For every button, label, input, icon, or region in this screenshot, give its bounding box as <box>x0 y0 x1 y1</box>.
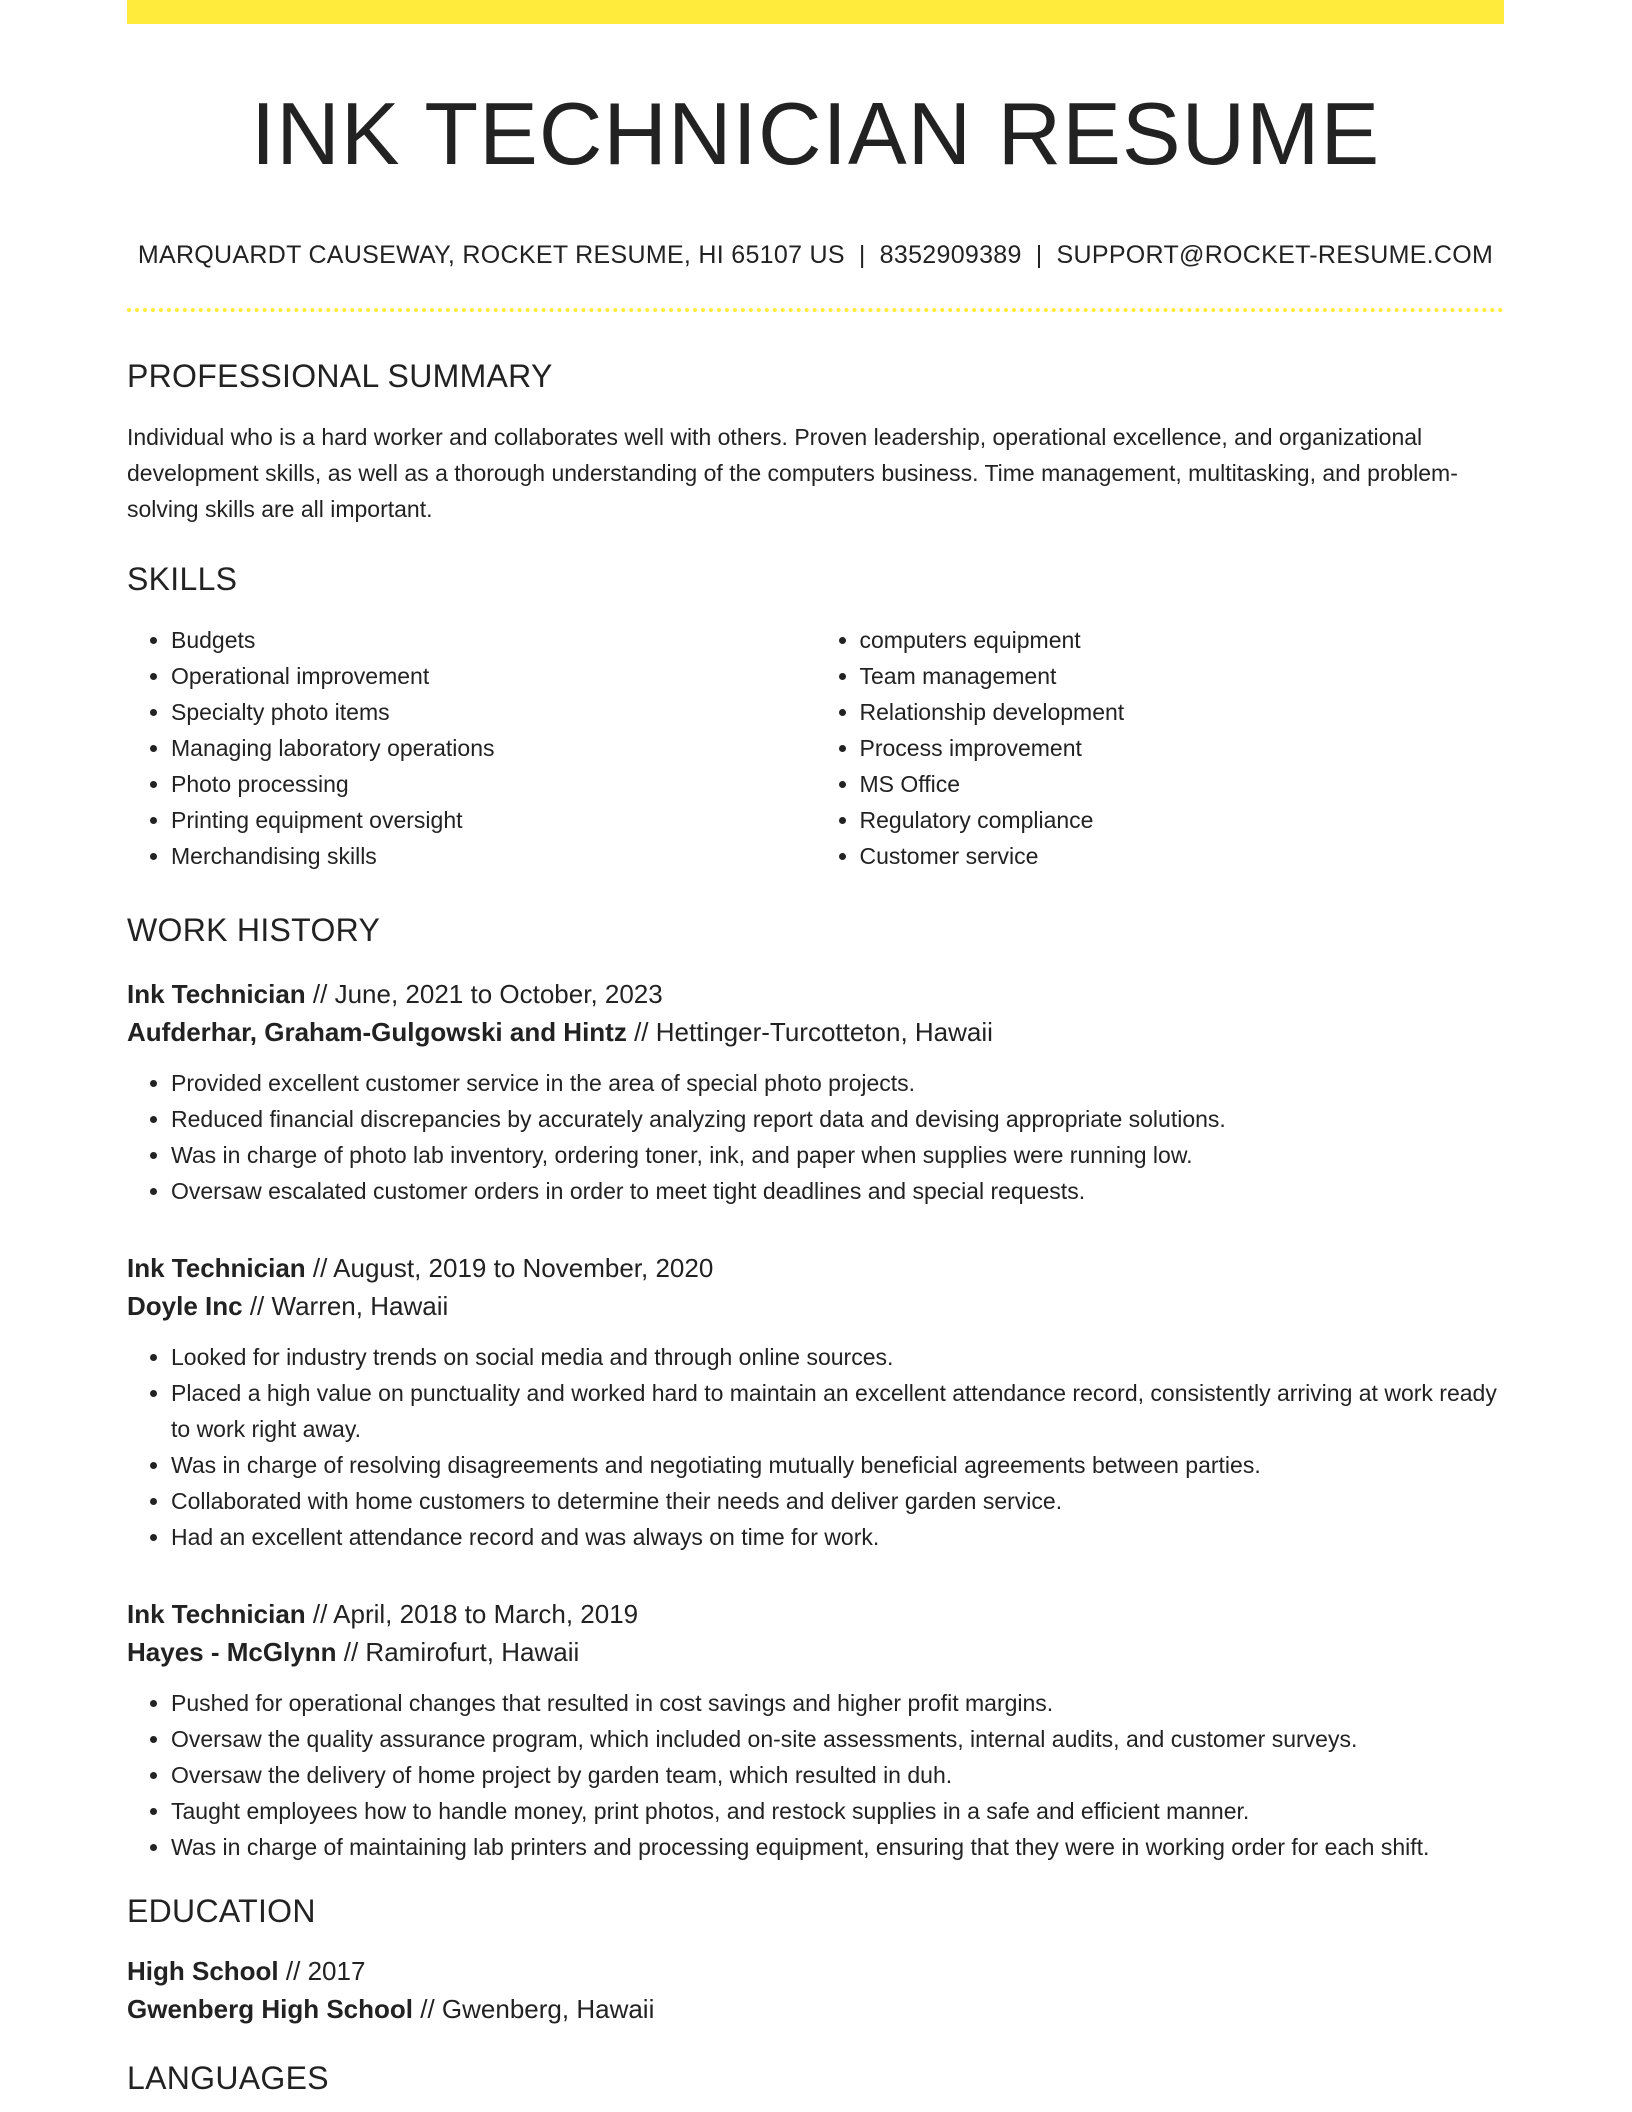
languages-heading: LANGUAGES <box>127 2059 329 2096</box>
job-bullets <box>127 1685 1504 1865</box>
contact-line <box>127 241 1504 270</box>
accent-bar <box>127 0 1504 24</box>
job-bullets <box>127 1339 1504 1555</box>
job-bullet: • Placed a high value on punctuality and worked hard to maintain an excellent attendance record, consistently arriving at work ready to work right away. <box>171 1375 1504 1447</box>
skills-column-left <box>127 622 816 874</box>
skill-item: • Team management <box>860 658 1505 694</box>
job-bullet: • Was in charge of photo lab inventory, ordering toner, ink, and paper when supplies were running low. <box>171 1137 1504 1173</box>
job-bullet: • Had an excellent attendance record and was always on time for work. <box>171 1519 1504 1555</box>
job-company: Hayes - McGlynn <box>127 1636 337 1667</box>
job-bullets <box>127 1065 1504 1209</box>
education-heading: EDUCATION <box>127 1892 316 1929</box>
summary-text: Individual who is a hard worker and collaborates well with others. Proven leadership, operational excellence, and organizational development skills, as well as a thorough understanding of the computers business. Time management, multitasking, and problem-solving skills are all important. <box>127 423 1458 522</box>
job-company-line <box>127 1287 1504 1325</box>
job-location: // Warren, Hawaii <box>249 1290 449 1321</box>
skill-item: • Photo processing <box>171 766 816 802</box>
contact-separator: | <box>858 240 866 269</box>
job-location: // Ramirofurt, Hawaii <box>343 1636 580 1667</box>
job-title: Ink Technician <box>127 1598 306 1629</box>
education-location: // Gwenberg, Hawaii <box>420 1993 655 2024</box>
job-company-line <box>127 1013 1504 1051</box>
skill-item: • Budgets <box>171 622 816 658</box>
education-school-line <box>127 1990 1504 2028</box>
job-entry <box>127 1595 1504 1865</box>
contact-email: SUPPORT@ROCKET-RESUME.COM <box>1056 240 1494 269</box>
contact-address: MARQUARDT CAUSEWAY, ROCKET RESUME, HI 65107 US <box>137 240 845 269</box>
summary-heading: PROFESSIONAL SUMMARY <box>127 357 553 394</box>
skill-item: • computers equipment <box>860 622 1505 658</box>
job-dates: // April, 2018 to March, 2019 <box>312 1598 639 1629</box>
skill-item: • Specialty photo items <box>171 694 816 730</box>
job-dates: // August, 2019 to November, 2020 <box>312 1252 714 1283</box>
resume-title: INK TECHNICIAN RESUME <box>250 84 1381 183</box>
job-bullet: • Taught employees how to handle money, print photos, and restock supplies in a safe and efficient manner. <box>171 1793 1504 1829</box>
job-bullet: • Provided excellent customer service in the area of special photo projects. <box>171 1065 1504 1101</box>
skills-column-right <box>816 622 1505 874</box>
education-school: Gwenberg High School <box>127 1993 414 2024</box>
job-bullet: • Reduced financial discrepancies by accurately analyzing report data and devising appropriate solutions. <box>171 1101 1504 1137</box>
skill-item: • Printing equipment oversight <box>171 802 816 838</box>
work-history-heading: WORK HISTORY <box>127 911 381 948</box>
education-degree-line <box>127 1952 1504 1990</box>
skill-item: • Merchandising skills <box>171 838 816 874</box>
job-bullet: • Looked for industry trends on social media and through online sources. <box>171 1339 1504 1375</box>
job-title: Ink Technician <box>127 978 306 1009</box>
job-bullet: • Oversaw escalated customer orders in order to meet tight deadlines and special requests. <box>171 1173 1504 1209</box>
job-bullet: • Was in charge of maintaining lab printers and processing equipment, ensuring that they were in working order for each shift. <box>171 1829 1504 1865</box>
job-bullet: • Pushed for operational changes that resulted in cost savings and higher profit margins. <box>171 1685 1504 1721</box>
education-year: // 2017 <box>285 1955 366 1986</box>
skill-item: • Relationship development <box>860 694 1505 730</box>
job-title-line <box>127 1595 1504 1633</box>
skill-item: • Operational improvement <box>171 658 816 694</box>
job-bullet: • Oversaw the quality assurance program, which included on-site assessments, internal audits, and customer surveys. <box>171 1721 1504 1757</box>
education-degree: High School <box>127 1955 279 1986</box>
skills-list <box>127 622 1504 874</box>
resume-page <box>127 0 1504 2097</box>
job-company: Doyle Inc <box>127 1290 243 1321</box>
job-dates: // June, 2021 to October, 2023 <box>312 978 663 1009</box>
job-title-line <box>127 975 1504 1013</box>
skill-item: • Customer service <box>860 838 1505 874</box>
contact-separator: | <box>1035 240 1043 269</box>
job-company-line <box>127 1633 1504 1671</box>
skill-item: • Managing laboratory operations <box>171 730 816 766</box>
job-company: Aufderhar, Graham-Gulgowski and Hintz <box>127 1016 627 1047</box>
skill-item: • MS Office <box>860 766 1505 802</box>
education-entry <box>127 1952 1504 2028</box>
job-bullet: • Oversaw the delivery of home project by garden team, which resulted in duh. <box>171 1757 1504 1793</box>
job-entry <box>127 975 1504 1209</box>
job-location: // Hettinger-Turcotteton, Hawaii <box>634 1016 993 1047</box>
job-title-line <box>127 1249 1504 1287</box>
skills-heading: SKILLS <box>127 560 238 597</box>
dotted-divider <box>127 308 1504 312</box>
skill-item: • Regulatory compliance <box>860 802 1505 838</box>
skill-item: • Process improvement <box>860 730 1505 766</box>
job-title: Ink Technician <box>127 1252 306 1283</box>
job-bullet: • Was in charge of resolving disagreements and negotiating mutually beneficial agreements between parties. <box>171 1447 1504 1483</box>
job-entry <box>127 1249 1504 1555</box>
contact-phone: 8352909389 <box>879 240 1022 269</box>
job-bullet: • Collaborated with home customers to determine their needs and deliver garden service. <box>171 1483 1504 1519</box>
